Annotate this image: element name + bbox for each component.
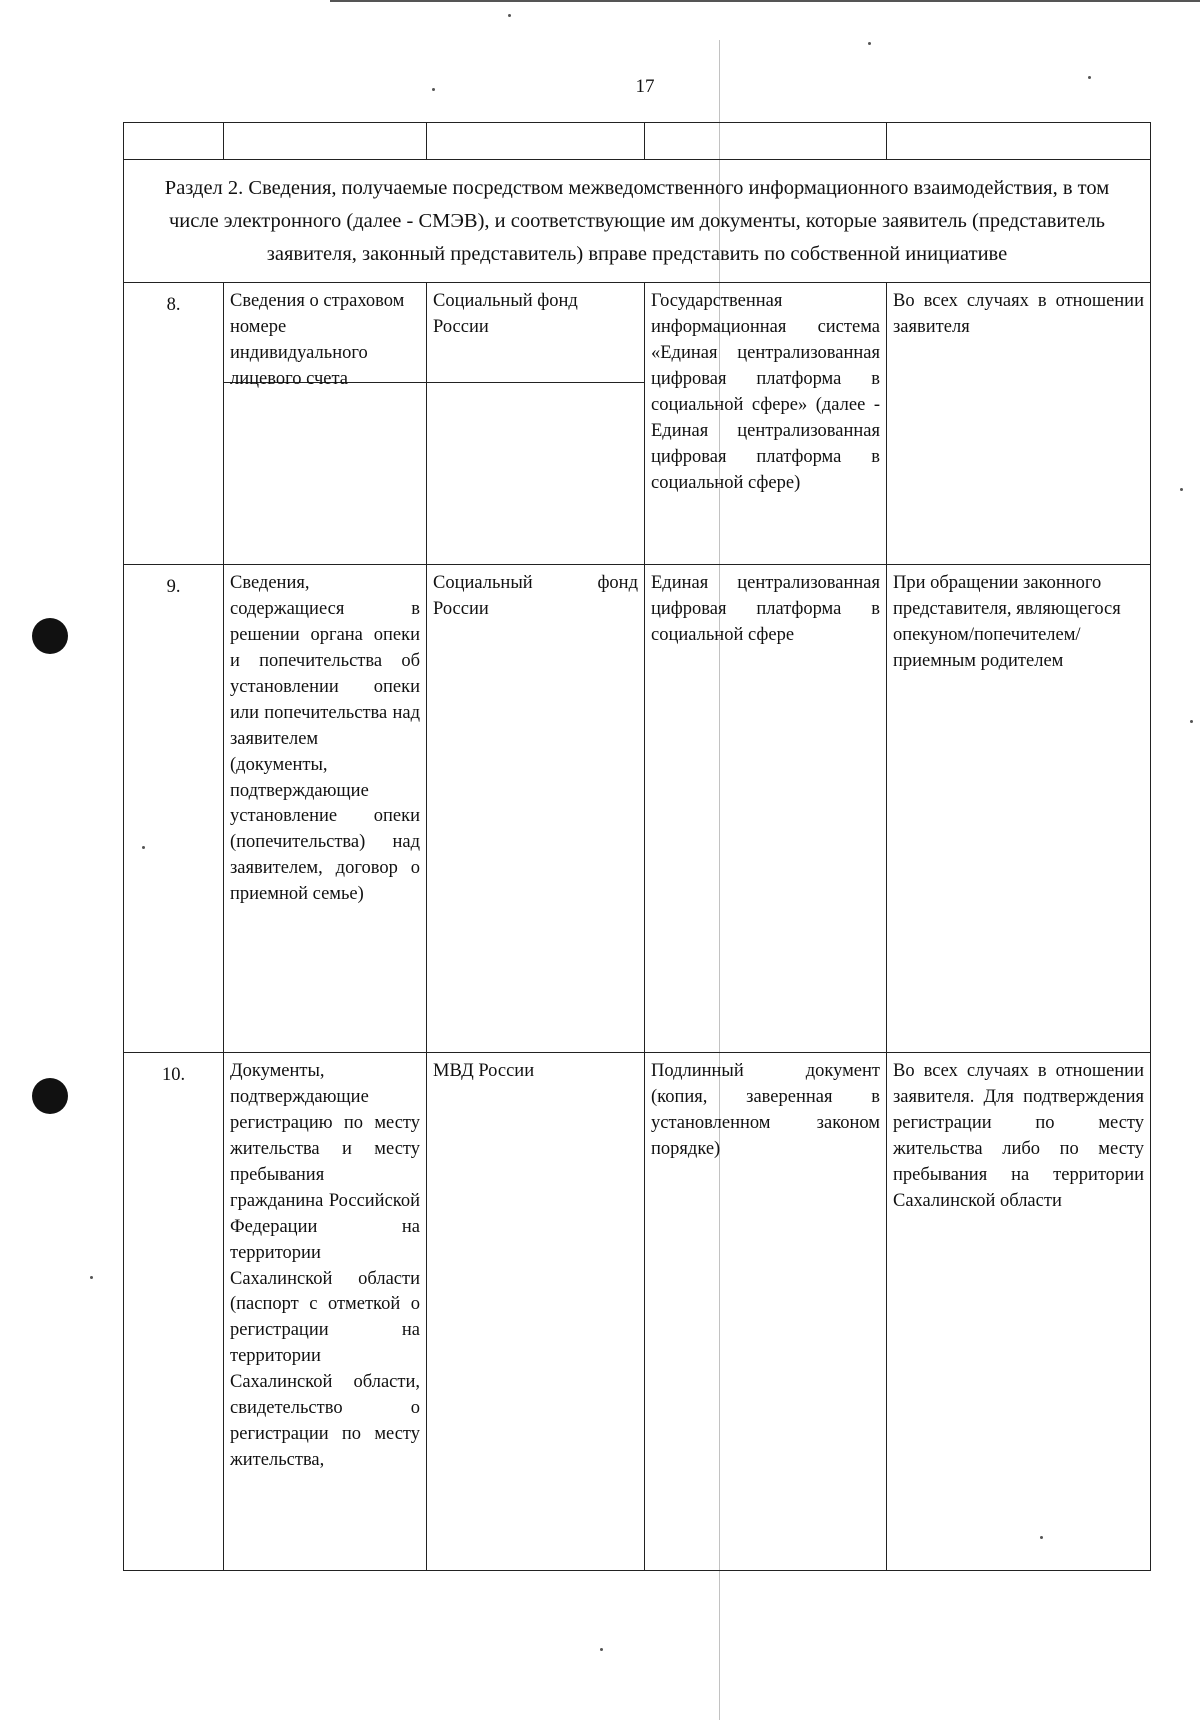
scan-speck	[600, 1648, 603, 1651]
scan-speck	[508, 14, 511, 17]
header-cell	[887, 123, 1151, 160]
scan-speck	[90, 1276, 93, 1279]
table-header-row	[124, 123, 1151, 160]
row-number: 8.	[124, 283, 224, 565]
punch-hole-lower	[32, 1078, 68, 1114]
page-number: 17	[635, 76, 655, 97]
condition-cell: Во всех случаях в отношении заявителя. Для подтверждения регистрации по месту жительства либо по месту пребывания на территории Сахалинской области	[887, 1053, 1151, 1571]
source-cell: Единая централизованная цифровая платформа в социальной сфере	[645, 565, 887, 1053]
scan-speck	[1180, 488, 1183, 491]
table-row	[124, 1053, 1151, 1571]
scan-speck	[1190, 720, 1193, 723]
header-cell	[427, 123, 645, 160]
table-row	[124, 283, 1151, 565]
info-cell	[224, 283, 427, 565]
condition-cell: Во всех случаях в отношении заявителя	[887, 283, 1151, 565]
agency-empty-subcell	[427, 383, 644, 395]
info-text: Сведения о страховом номере индивидуального лицевого счета	[224, 283, 426, 383]
agency-text: Социальный фонд России	[427, 283, 644, 383]
section-row	[124, 160, 1151, 283]
info-cell: Документы, подтверждающие регистрацию по месту жительства и месту пребывания гражданина Российской Федерации на территории Сахалинской области (паспорт с отметкой о регистрации на территории Сахалинской области, свидетельство о регистрации по месту жительства,	[224, 1053, 427, 1571]
agency-cell: МВД России	[427, 1053, 645, 1571]
source-cell: Подлинный документ (копия, заверенная в установленном законом порядке)	[645, 1053, 887, 1571]
section-title: Раздел 2. Сведения, получаемые посредством межведомственного информационного взаимодействия, в том числе электронного (далее - СМЭВ), и соответствующие им документы, которые заявитель (представитель заявителя, законный представитель) вправе представить по собственной инициативе	[124, 160, 1151, 283]
row-number: 9.	[124, 565, 224, 1053]
agency-cell: Социальный фонд России	[427, 565, 645, 1053]
row-number: 10.	[124, 1053, 224, 1571]
agency-cell	[427, 283, 645, 565]
condition-cell: При обращении законного представителя, являющегося опекуном/попечителем/приемным родителем	[887, 565, 1151, 1053]
documents-table	[123, 122, 1151, 1571]
header-cell	[645, 123, 887, 160]
scan-edge-line	[330, 0, 1200, 2]
info-cell: Сведения, содержащиеся в решении органа опеки и попечительства об установлении опеки или попечительства над заявителем (документы, подтверждающие установление опеки (попечительства) над заявителем, договор о приемной семье)	[224, 565, 427, 1053]
source-cell: Государственная информационная система «Единая централизованная цифровая платформа в социальной сфере» (далее - Единая централизованная цифровая платформа в социальной сфере)	[645, 283, 887, 565]
header-cell	[224, 123, 427, 160]
header-cell	[124, 123, 224, 160]
punch-hole-upper	[32, 618, 68, 654]
table-row	[124, 565, 1151, 1053]
scan-speck	[868, 42, 871, 45]
